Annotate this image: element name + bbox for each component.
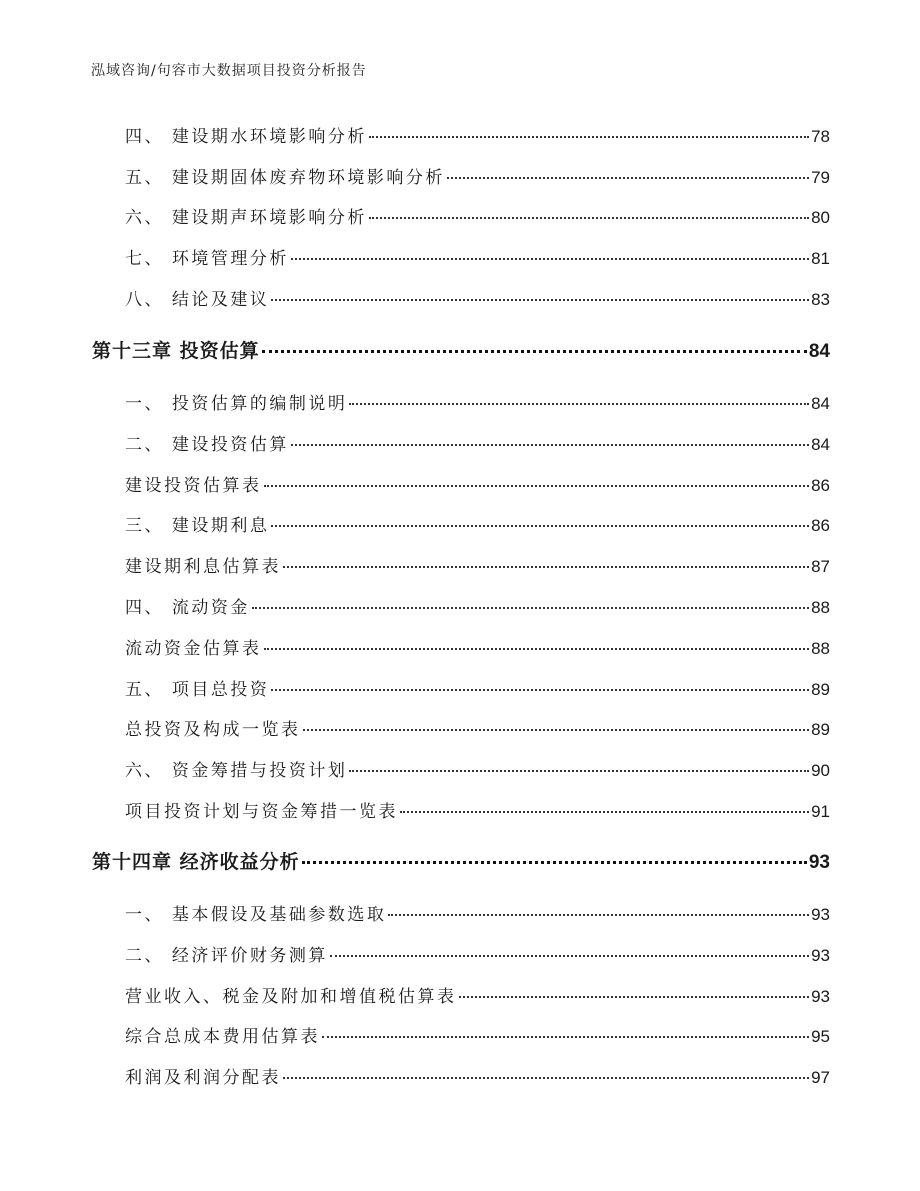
toc-entry-page: 88 (811, 598, 830, 617)
toc-entry-label: 二、 建设投资估算 (125, 435, 289, 455)
toc-entry[interactable] (92, 756, 830, 782)
toc-entry[interactable] (92, 797, 830, 823)
toc-entry-page: 93 (811, 946, 830, 965)
toc-entry[interactable] (92, 285, 830, 311)
toc-chapter[interactable] (92, 847, 830, 873)
dot-leader (291, 444, 809, 446)
toc-entry[interactable] (92, 900, 830, 926)
toc-chapter-page: 93 (808, 852, 830, 873)
toc-entry-label: 项目投资计划与资金筹措一览表 (125, 802, 398, 822)
dot-leader (388, 914, 809, 916)
toc-entry-page: 88 (811, 639, 830, 658)
toc-entry[interactable] (92, 1022, 830, 1048)
toc-entry-label: 五、 项目总投资 (125, 680, 270, 700)
dot-leader (447, 177, 809, 179)
toc-entry-page: 80 (811, 208, 830, 227)
dot-leader (264, 648, 810, 650)
toc-entry[interactable] (92, 675, 830, 701)
toc-entry-label: 六、 资金筹措与投资计划 (125, 761, 348, 781)
toc-entry[interactable] (92, 552, 830, 578)
toc-entry-page: 89 (811, 680, 830, 699)
toc-chapter-label: 第十四章 经济收益分析 (92, 851, 300, 873)
dot-leader (330, 955, 809, 957)
toc-entry[interactable] (92, 471, 830, 497)
toc-entry[interactable] (92, 244, 830, 270)
toc-entry[interactable] (92, 163, 830, 189)
toc-chapter-page: 84 (808, 341, 830, 362)
dot-leader (283, 566, 809, 568)
toc-entry-page: 91 (811, 802, 830, 821)
dot-leader (349, 403, 809, 405)
toc-entry-label: 总投资及构成一览表 (125, 720, 301, 740)
dot-leader (271, 689, 809, 691)
toc-chapter-label: 第十三章 投资估算 (92, 340, 260, 362)
dot-leader (369, 217, 809, 219)
toc-entry-label: 二、 经济评价财务测算 (125, 946, 328, 966)
dot-leader (369, 136, 809, 138)
dot-leader (264, 485, 810, 487)
toc-entry-label: 综合总成本费用估算表 (125, 1027, 320, 1047)
toc-entry-page: 95 (811, 1027, 830, 1046)
dot-leader (271, 525, 809, 527)
toc-entry[interactable] (92, 634, 830, 660)
dot-leader (349, 770, 809, 772)
toc-entry-label: 五、 建设期固体废弃物环境影响分析 (125, 168, 445, 188)
toc-entry-label: 六、 建设期声环境影响分析 (125, 208, 367, 228)
toc-entry-label: 三、 建设期利息 (125, 516, 270, 536)
toc-entry[interactable] (92, 122, 830, 148)
toc-entry[interactable] (92, 982, 830, 1008)
toc-entry-page: 93 (811, 987, 830, 1006)
dot-leader (291, 258, 809, 260)
dot-leader (283, 1077, 809, 1079)
toc-entry-label: 利润及利润分配表 (125, 1068, 281, 1088)
toc-entry-page: 97 (811, 1068, 830, 1087)
toc-entry-label: 八、 结论及建议 (125, 290, 270, 310)
dot-leader (303, 729, 810, 731)
toc-entry-page: 87 (811, 557, 830, 576)
toc-entry[interactable] (92, 593, 830, 619)
toc-entry-label: 流动资金估算表 (125, 639, 262, 659)
toc-entry[interactable] (92, 203, 830, 229)
toc-entry-label: 四、 流动资金 (125, 598, 250, 618)
toc-entry-label: 建设投资估算表 (125, 476, 262, 496)
toc-chapter[interactable] (92, 336, 830, 362)
toc-entry-page: 81 (811, 249, 830, 268)
toc-entry-page: 89 (811, 720, 830, 739)
toc-entry-label: 七、 环境管理分析 (125, 249, 289, 269)
toc-entry[interactable] (92, 511, 830, 537)
page-header: 泓域咨询/句容市大数据项目投资分析报告 (91, 63, 367, 79)
toc-entry-page: 90 (811, 761, 830, 780)
dot-leader (302, 861, 807, 864)
toc-entry[interactable] (92, 1063, 830, 1089)
toc-entry[interactable] (92, 941, 830, 967)
dot-leader (400, 811, 809, 813)
toc-entry[interactable] (92, 715, 830, 741)
toc-entry-label: 四、 建设期水环境影响分析 (125, 127, 367, 147)
dot-leader (262, 350, 807, 353)
toc-entry-page: 84 (811, 435, 830, 454)
toc-entry-label: 一、 投资估算的编制说明 (125, 394, 348, 414)
dot-leader (459, 996, 810, 998)
toc-entry-label: 营业收入、税金及附加和增值税估算表 (125, 987, 457, 1007)
toc-entry-page: 86 (811, 476, 830, 495)
toc-entry-page: 79 (811, 168, 830, 187)
toc-entry-label: 一、 基本假设及基础参数选取 (125, 905, 387, 925)
dot-leader (271, 299, 809, 301)
toc-entry-page: 93 (811, 905, 830, 924)
toc-entry[interactable] (92, 389, 830, 415)
toc-entry-page: 84 (811, 394, 830, 413)
toc-entry-label: 建设期利息估算表 (125, 557, 281, 577)
toc-entry-page: 78 (811, 127, 830, 146)
dot-leader (322, 1036, 809, 1038)
toc-entry-page: 83 (811, 290, 830, 309)
toc-entry[interactable] (92, 430, 830, 456)
toc-entry-page: 86 (811, 516, 830, 535)
dot-leader (252, 607, 809, 609)
